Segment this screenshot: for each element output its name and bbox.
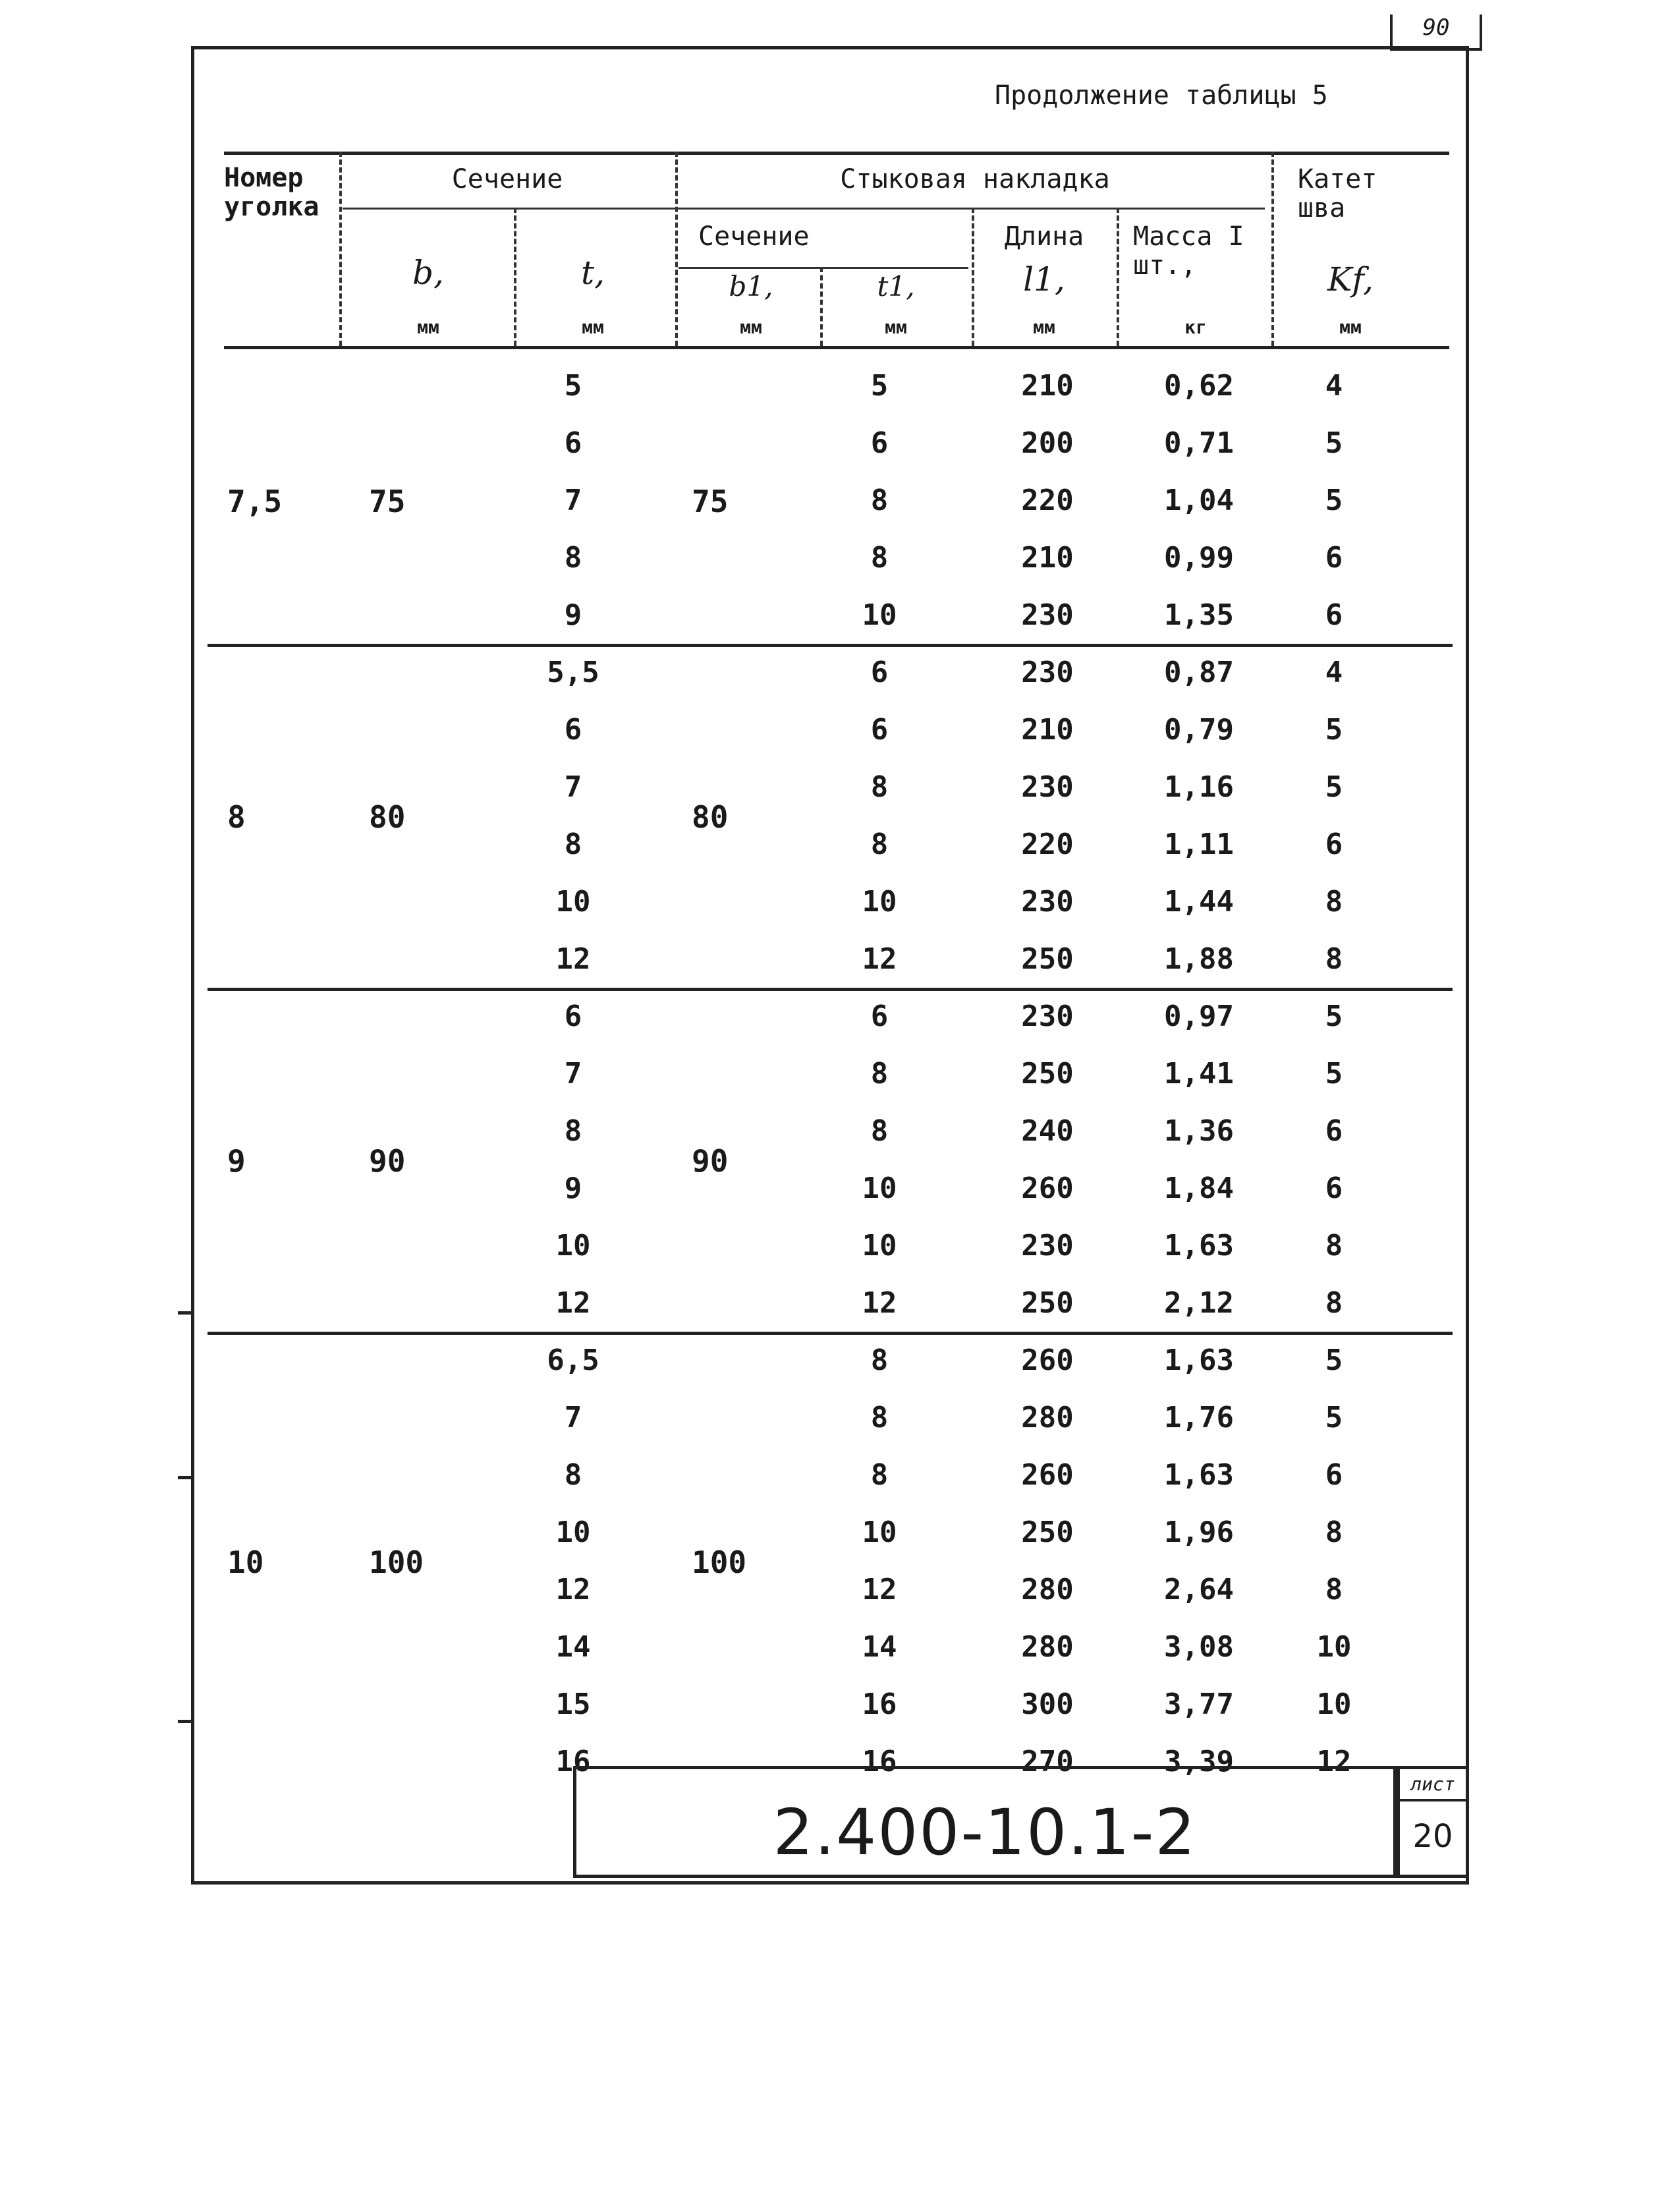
table-continuation-title: Продолжение таблицы 5 [995, 80, 1328, 111]
corner-page-tab: 90 [1390, 14, 1482, 51]
header-divider [972, 208, 974, 346]
cell-kf: 5 [1325, 426, 1343, 460]
cell-kf: 5 [1325, 1344, 1343, 1377]
cell-kf: 8 [1325, 885, 1343, 919]
cell-mass: 1,36 [1164, 1114, 1234, 1148]
cell-mass: 3,77 [1164, 1687, 1234, 1721]
header-plate-section: Сечение [698, 221, 810, 252]
cell-t1: 10 [862, 885, 897, 919]
cell-t: 10 [555, 1229, 591, 1262]
margin-tick [178, 1476, 192, 1479]
cell-t1: 8 [870, 1344, 889, 1377]
cell-t: 16 [555, 1745, 591, 1778]
sheet-number: 20 [1412, 1818, 1453, 1855]
group-separator [208, 988, 1453, 991]
cell-kf: 5 [1325, 713, 1343, 747]
unit-t1: мм [885, 316, 907, 338]
cell-mass: 1,63 [1164, 1229, 1234, 1262]
title-block [573, 1766, 1397, 1878]
cell-t: 8 [564, 1458, 582, 1492]
cell-t1: 10 [862, 598, 897, 632]
cell-l1: 220 [1021, 828, 1074, 861]
cell-mass: 1,04 [1164, 484, 1234, 517]
cell-t: 12 [555, 1573, 591, 1606]
cell-mass: 1,16 [1164, 770, 1234, 804]
cell-l1: 300 [1021, 1687, 1074, 1721]
cell-kf: 10 [1316, 1630, 1352, 1664]
cell-t1: 16 [862, 1745, 897, 1778]
header-bottom-rule [224, 346, 1449, 349]
cell-t: 7 [564, 484, 582, 517]
cell-l1: 260 [1021, 1344, 1074, 1377]
cell-mass: 2,64 [1164, 1573, 1234, 1606]
cell-t: 9 [564, 1172, 582, 1205]
cell-t1: 8 [870, 541, 889, 575]
cell-mass: 1,11 [1164, 828, 1234, 861]
cell-l1: 280 [1021, 1573, 1074, 1606]
cell-kf: 5 [1325, 1000, 1343, 1033]
cell-l1: 230 [1021, 1229, 1074, 1262]
header-length: Длина [1004, 221, 1084, 252]
cell-kf: 8 [1325, 1229, 1343, 1262]
cell-kf: 5 [1325, 1401, 1343, 1434]
unit-b1: мм [740, 316, 762, 338]
cell-l1: 230 [1021, 656, 1074, 689]
header-divider [514, 208, 516, 346]
cell-t: 6 [564, 1000, 582, 1033]
cell-mass: 2,12 [1164, 1286, 1234, 1320]
cell-t1: 8 [870, 1114, 889, 1148]
cell-t1: 12 [862, 1286, 897, 1320]
symbol-b: b, [412, 254, 444, 292]
symbol-kf: Kf, [1327, 260, 1374, 298]
cell-kf: 6 [1325, 598, 1343, 632]
cell-l1: 230 [1021, 885, 1074, 919]
cell-t1: 16 [862, 1687, 897, 1721]
unit-b: мм [417, 316, 439, 338]
cell-t1: 6 [870, 713, 889, 747]
cell-l1: 280 [1021, 1401, 1074, 1434]
group-separator [208, 1332, 1453, 1335]
symbol-b1: b1, [729, 270, 773, 302]
cell-t1: 10 [862, 1229, 897, 1262]
cell-kf: 8 [1325, 1516, 1343, 1549]
group-b: 90 [369, 1143, 406, 1179]
symbol-l1: l1, [1023, 260, 1065, 298]
cell-l1: 230 [1021, 1000, 1074, 1033]
cell-t: 6 [564, 426, 582, 460]
cell-l1: 250 [1021, 1057, 1074, 1091]
cell-t1: 12 [862, 1573, 897, 1606]
cell-l1: 260 [1021, 1172, 1074, 1205]
cell-l1: 210 [1021, 541, 1074, 575]
cell-mass: 1,76 [1164, 1401, 1234, 1434]
cell-t1: 14 [862, 1630, 897, 1664]
cell-kf: 4 [1325, 369, 1343, 403]
group-b1: 80 [692, 799, 729, 835]
group-separator [208, 644, 1453, 647]
cell-l1: 220 [1021, 484, 1074, 517]
unit-mass: кг [1184, 316, 1207, 338]
cell-mass: 0,79 [1164, 713, 1234, 747]
cell-mass: 1,63 [1164, 1458, 1234, 1492]
cell-kf: 5 [1325, 770, 1343, 804]
group-b1: 100 [692, 1544, 747, 1580]
cell-kf: 8 [1325, 1286, 1343, 1320]
cell-mass: 3,08 [1164, 1630, 1234, 1664]
group-b: 80 [369, 799, 406, 835]
cell-kf: 6 [1325, 1172, 1343, 1205]
cell-t: 14 [555, 1630, 591, 1664]
cell-mass: 1,44 [1164, 885, 1234, 919]
cell-t: 7 [564, 1057, 582, 1091]
sheet-label: лист [1400, 1773, 1466, 1801]
cell-kf: 12 [1316, 1745, 1352, 1778]
cell-t: 8 [564, 828, 582, 861]
cell-l1: 250 [1021, 1286, 1074, 1320]
cell-t: 9 [564, 598, 582, 632]
header-divider [675, 152, 678, 346]
margin-tick [178, 1720, 192, 1723]
cell-kf: 6 [1325, 1458, 1343, 1492]
cell-kf: 5 [1325, 1057, 1343, 1091]
cell-kf: 5 [1325, 484, 1343, 517]
header-subsub-rule [679, 267, 968, 269]
group-b1: 90 [692, 1143, 729, 1179]
cell-kf: 8 [1325, 1573, 1343, 1606]
header-weld-leg: Катет шва [1298, 164, 1377, 223]
cell-t: 8 [564, 541, 582, 575]
cell-kf: 10 [1316, 1687, 1352, 1721]
cell-mass: 0,97 [1164, 1000, 1234, 1033]
cell-l1: 200 [1021, 426, 1074, 460]
cell-mass: 0,62 [1164, 369, 1234, 403]
cell-mass: 1,84 [1164, 1172, 1234, 1205]
cell-t: 5,5 [547, 656, 599, 689]
cell-t: 12 [555, 1286, 591, 1320]
cell-t1: 10 [862, 1172, 897, 1205]
cell-t1: 8 [870, 770, 889, 804]
cell-t1: 8 [870, 1458, 889, 1492]
cell-t1: 5 [870, 369, 889, 403]
cell-mass: 1,96 [1164, 1516, 1234, 1549]
cell-t: 7 [564, 770, 582, 804]
cell-mass: 0,87 [1164, 656, 1234, 689]
cell-l1: 240 [1021, 1114, 1074, 1148]
group-number: 8 [227, 799, 246, 835]
cell-l1: 210 [1021, 369, 1074, 403]
cell-l1: 270 [1021, 1745, 1074, 1778]
header-section: Сечение [451, 164, 563, 194]
cell-t1: 8 [870, 1057, 889, 1091]
cell-t: 10 [555, 885, 591, 919]
cell-l1: 250 [1021, 942, 1074, 976]
group-b: 75 [369, 484, 406, 519]
unit-kf: мм [1339, 316, 1362, 338]
cell-kf: 4 [1325, 656, 1343, 689]
group-number: 9 [227, 1143, 246, 1179]
group-number: 7,5 [227, 484, 283, 519]
cell-mass: 1,41 [1164, 1057, 1234, 1091]
cell-kf: 6 [1325, 828, 1343, 861]
cell-t1: 8 [870, 828, 889, 861]
symbol-t: t, [581, 254, 605, 292]
cell-t1: 6 [870, 656, 889, 689]
document-code: 2.400-10.1-2 [773, 1796, 1197, 1869]
header-divider [1271, 152, 1274, 346]
header-butt-plate: Стыковая накладка [840, 164, 1110, 194]
header-angle-number: Номер уголка [224, 163, 319, 222]
cell-t1: 6 [870, 426, 889, 460]
header-top-rule [224, 152, 1449, 155]
cell-l1: 210 [1021, 713, 1074, 747]
group-number: 10 [227, 1544, 264, 1580]
cell-t1: 12 [862, 942, 897, 976]
cell-mass: 1,63 [1164, 1344, 1234, 1377]
cell-t1: 10 [862, 1516, 897, 1549]
cell-l1: 280 [1021, 1630, 1074, 1664]
margin-tick [178, 1311, 192, 1315]
cell-kf: 6 [1325, 541, 1343, 575]
cell-mass: 1,88 [1164, 942, 1234, 976]
cell-mass: 0,99 [1164, 541, 1234, 575]
header-divider [1117, 208, 1119, 346]
cell-l1: 230 [1021, 598, 1074, 632]
header-divider [820, 267, 823, 346]
cell-t1: 8 [870, 484, 889, 517]
sheet-number-box [1397, 1766, 1469, 1878]
cell-l1: 230 [1021, 770, 1074, 804]
unit-t: мм [582, 316, 604, 338]
cell-t: 7 [564, 1401, 582, 1434]
header-divider [339, 152, 342, 346]
cell-mass: 0,71 [1164, 426, 1234, 460]
cell-mass: 1,35 [1164, 598, 1234, 632]
cell-t1: 6 [870, 1000, 889, 1033]
cell-t: 12 [555, 942, 591, 976]
cell-kf: 6 [1325, 1114, 1343, 1148]
cell-t: 10 [555, 1516, 591, 1549]
cell-t: 6 [564, 713, 582, 747]
cell-t: 6,5 [547, 1344, 599, 1377]
cell-t: 15 [555, 1687, 591, 1721]
header-mass: Масса I шт., [1133, 221, 1244, 281]
symbol-t1: t1, [877, 270, 915, 302]
group-b: 100 [369, 1544, 424, 1580]
cell-l1: 260 [1021, 1458, 1074, 1492]
cell-kf: 8 [1325, 942, 1343, 976]
cell-t: 8 [564, 1114, 582, 1148]
unit-l1: мм [1033, 316, 1055, 338]
cell-l1: 250 [1021, 1516, 1074, 1549]
cell-t: 5 [564, 369, 582, 403]
cell-mass: 3,39 [1164, 1745, 1234, 1778]
group-b1: 75 [692, 484, 729, 519]
cell-t1: 8 [870, 1401, 889, 1434]
header-sub-rule [343, 208, 1265, 210]
